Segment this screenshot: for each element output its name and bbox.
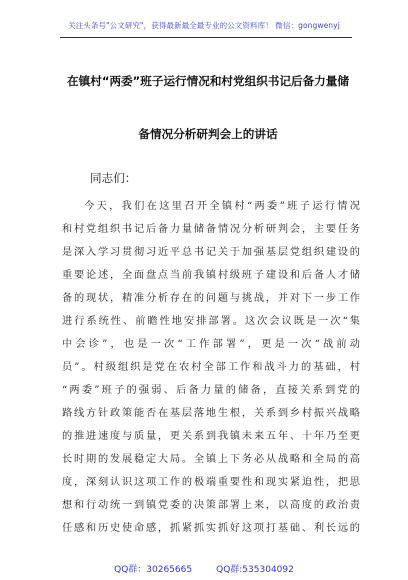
footer-contact [0,562,408,575]
body-line: 度，深刻认识这项工作的极端重要性和现实紧迫性，把思 [62,477,360,488]
body-line: 路线方针政策能否在基层落地生根，关系到乡村振兴战略 [62,408,360,419]
body-line: 中会诊”，也是一次“工作部署”，更是一次“战前动 [62,339,360,350]
salutation: 同志们： [90,171,137,185]
document-title-line-1: 在镇村“两委”班子运行情况和村党组织书记后备力量储 [67,74,349,88]
body-line: 和村党组织书记后备力量储备情况分析研判会，主要任务 [62,224,360,235]
body-line: 备的现状，精准分析存在的问题与挑战，并对下一步工作 [62,293,360,304]
body-line: 任感和历史使命感，抓紧抓实抓好这项打基础、利长远的 [62,523,360,534]
body-line: 长时期的发展稳定大局。全镇上下务必从战略和全局的高 [62,454,360,465]
document-title-line-2: 备情况分析研判会上的讲话 [138,127,278,141]
footer-qq-group-2: QQ群:535304092 [216,565,294,575]
header-divider [60,37,352,38]
header-banner: 关注头条号"公文研究"，获得最新最全最专业的公文资料库！ 微信：gongwenyj [68,21,340,30]
body-line: 今天，我们在这里召开全镇村“两委”班子运行情况 [84,201,360,212]
body-line: 重要论述，全面盘点当前我镇村级班子建设和后备人才储 [62,270,360,281]
body-line: 想和行动统一到镇党委的决策部署上来，以高度的政治责 [62,500,360,511]
body-line: 是深入学习贯彻习近平总书记关于加强基层党组织建设的 [62,247,360,258]
body-line: “两委”班子的强弱、后备力量的储备，直接关系到党的 [62,385,360,396]
body-line: 员”。村级组织是党在农村全部工作和战斗力的基础，村 [62,362,360,373]
body-line: 的推进速度与质量，更关系到我镇未来五年、十年乃至更 [62,431,360,442]
body-line: 进行系统性、前瞻性地安排部署。这次会议既是一次“集 [62,316,360,327]
footer-qq-group-1: QQ群：30265665 [114,565,193,575]
